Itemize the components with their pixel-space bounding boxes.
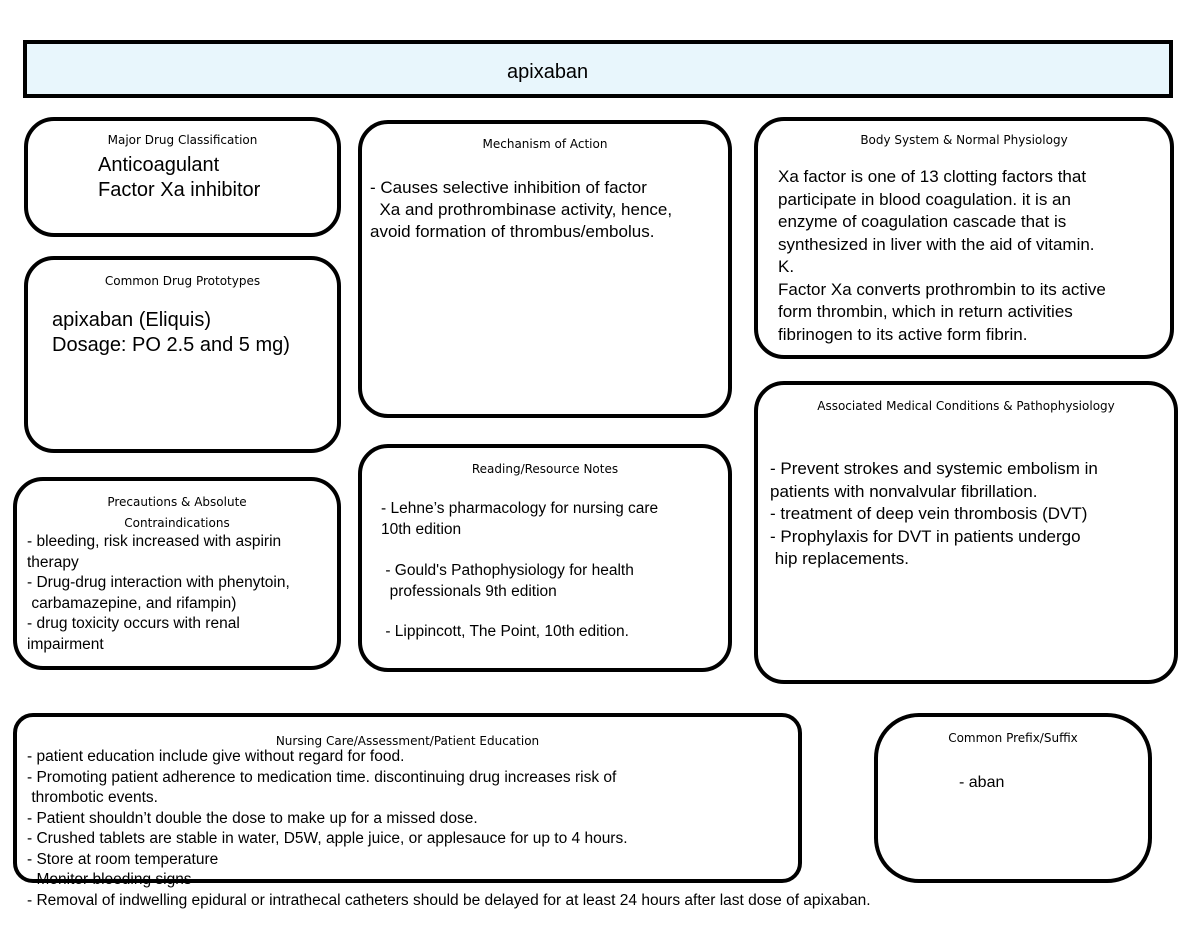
prototypes-box [24, 256, 341, 453]
conditions-box [754, 381, 1178, 684]
body-system-box [754, 117, 1174, 359]
reading-item: - Gould's Pathophysiology for health professionals 9th edition [385, 562, 634, 600]
mechanism-header: Mechanism of Action [482, 137, 608, 151]
major-classification-box [24, 117, 341, 237]
prototypes-line: Dosage: PO 2.5 and 5 mg) [52, 334, 290, 356]
prototypes-line: apixaban (Eliquis) [52, 309, 211, 331]
body-system-text: Xa factor is one of 13 clotting factors that participate in blood coagulation. it is an enzyme of coagulation cascade that is synthesized in liver with the aid of vitamin. K. Factor Xa converts prothrombin to its active form thrombin, which in return activities fibrinogen to its active form fibrin. [778, 167, 1106, 344]
prefix-text: - aban [959, 774, 1005, 791]
conditions-text: - Prevent strokes and systemic embolism in patients with nonvalvular fibrillation. - treatment of deep vein thrombosis (DVT) - Prophylaxis for DVT in patients undergo hip replacements. [770, 459, 1098, 568]
title-bar [23, 40, 1173, 98]
reading-item: - Lippincott, The Point, 10th edition. [381, 623, 629, 640]
major-classification-line: Anticoagulant [98, 154, 220, 176]
precautions-header: Contraindications [124, 516, 230, 530]
reading-box [358, 444, 732, 672]
precautions-box [13, 477, 341, 670]
mechanism-text: - Causes selective inhibition of factor Xa and prothrombinase activity, hence, avoid formation of thrombus/embolus. [370, 178, 673, 241]
prefix-header: Common Prefix/Suffix [948, 731, 1078, 745]
nursing-text: - patient education include give without regard for food. - Promoting patient adherence to medication time. discontinuing drug increases risk of thrombotic events. - Patient shouldn’t double the dose to make up for a missed dose. - Crushed tablets are stable in water, D5W, apple juice, or applesauce for up to 4 hours. - Store at room temperature - Monitor bleeding signs - Removal of indwelling epidural or intrathecal catheters should be delayed for at least 24 hours after last dose of apixaban. [27, 748, 871, 909]
major-classification-line: Factor Xa inhibitor [98, 179, 261, 201]
prototypes-header: Common Drug Prototypes [104, 274, 261, 288]
reading-header: Reading/Resource Notes [471, 462, 619, 476]
nursing-header: Nursing Care/Assessment/Patient Education [275, 734, 540, 748]
mechanism-box [358, 120, 732, 418]
prefix-box [874, 713, 1152, 883]
precautions-text: - bleeding, risk increased with aspirin therapy - Drug-drug interaction with phenytoin, carbamazepine, and rifampin) - drug toxicity occurs with renal impairment [27, 533, 290, 653]
precautions-header: Precautions & Absolute [107, 495, 247, 509]
conditions-header: Associated Medical Conditions & Pathophysiology [817, 399, 1115, 413]
major-classification-header: Major Drug Classification [107, 133, 258, 147]
reading-item: - Lehne’s pharmacology for nursing care 10th edition [381, 500, 659, 538]
page-title: apixaban [507, 61, 589, 83]
body-system-header: Body System & Normal Physiology [860, 133, 1068, 147]
